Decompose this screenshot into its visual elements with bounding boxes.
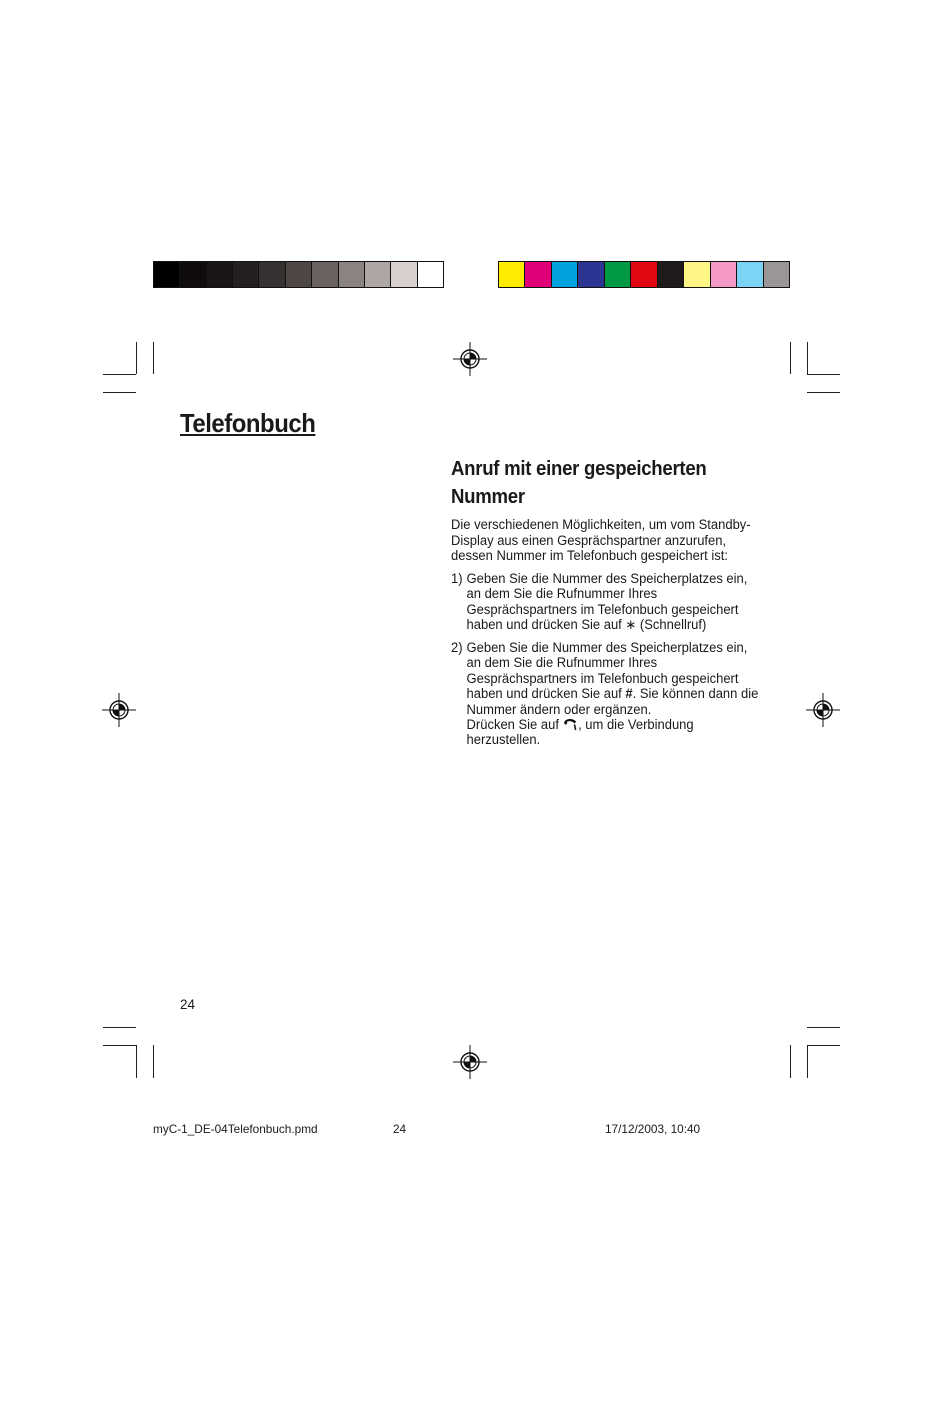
color-swatch bbox=[180, 262, 206, 287]
color-swatch bbox=[499, 262, 525, 287]
grayscale-color-bar bbox=[153, 261, 444, 288]
color-swatch bbox=[391, 262, 417, 287]
crop-mark bbox=[807, 1027, 840, 1028]
color-swatch bbox=[339, 262, 365, 287]
page-title: Telefonbuch bbox=[180, 408, 316, 438]
crop-mark bbox=[103, 1027, 136, 1028]
list-item-number: 1) bbox=[451, 571, 463, 586]
crop-mark bbox=[790, 342, 791, 374]
color-swatch bbox=[312, 262, 338, 287]
crop-mark bbox=[153, 342, 154, 374]
crop-mark bbox=[153, 1045, 154, 1078]
registration-mark-icon bbox=[102, 693, 136, 727]
footer-page: 24 bbox=[393, 1122, 407, 1136]
color-swatch bbox=[552, 262, 578, 287]
color-swatch bbox=[207, 262, 233, 287]
registration-mark-icon bbox=[806, 693, 840, 727]
list-item-text-part: (Schnellruf) bbox=[636, 617, 707, 633]
color-swatch bbox=[233, 262, 259, 287]
crop-mark bbox=[136, 342, 137, 374]
list-item-text bbox=[467, 571, 762, 633]
crop-mark bbox=[790, 1045, 791, 1078]
section-heading: Anruf mit einer gespeicherten Nummer bbox=[451, 458, 707, 508]
crop-mark bbox=[103, 392, 136, 393]
crop-mark bbox=[807, 1045, 808, 1078]
color-swatch bbox=[418, 262, 443, 287]
crop-mark bbox=[136, 1045, 137, 1078]
handset-icon bbox=[563, 717, 579, 731]
crop-mark bbox=[807, 342, 808, 374]
crop-mark bbox=[807, 374, 840, 375]
color-swatch bbox=[578, 262, 604, 287]
color-swatch bbox=[286, 262, 312, 287]
list-item-text-part: , um die Verbindung herzustellen. bbox=[466, 717, 694, 748]
color-swatch bbox=[658, 262, 684, 287]
color-swatch bbox=[684, 262, 710, 287]
color-swatch bbox=[737, 262, 763, 287]
process-color-bar bbox=[498, 261, 790, 288]
star-key-symbol: ∗ bbox=[625, 617, 637, 633]
registration-mark-icon bbox=[453, 1045, 487, 1079]
intro-paragraph: Die verschiedenen Möglichkeiten, um vom Standby-Display aus einen Gesprächspartner anzurufen, dessen Nummer im Telefonbuch gespeichert ist: bbox=[451, 517, 751, 564]
color-swatch bbox=[154, 262, 180, 287]
color-swatch bbox=[525, 262, 551, 287]
hash-key-symbol: # bbox=[625, 686, 633, 702]
crop-mark bbox=[103, 1045, 136, 1046]
crop-mark bbox=[807, 1045, 840, 1046]
color-swatch bbox=[259, 262, 285, 287]
list-item-text-part: Geben Sie die Nummer des Speicherplatzes ein, an dem Sie die Rufnummer Ihres Gesprächspartners im Telefonbuch gespeichert haben und drücken Sie auf bbox=[466, 571, 748, 633]
list-item-number: 2) bbox=[451, 640, 463, 655]
color-swatch bbox=[711, 262, 737, 287]
page-number: 24 bbox=[180, 997, 195, 1012]
crop-mark bbox=[807, 392, 840, 393]
list-item bbox=[451, 640, 761, 748]
color-swatch bbox=[365, 262, 391, 287]
footer-datetime: 17/12/2003, 10:40 bbox=[605, 1122, 701, 1136]
crop-mark bbox=[103, 374, 136, 375]
list-item-text bbox=[467, 640, 762, 748]
color-swatch bbox=[605, 262, 631, 287]
color-swatch bbox=[764, 262, 789, 287]
color-swatch bbox=[631, 262, 657, 287]
list-item-text-part: . Sie können dann die Nummer ändern oder ergänzen. bbox=[466, 686, 759, 717]
registration-mark-icon bbox=[453, 342, 487, 376]
list-item-text-part: Geben Sie die Nummer des Speicherplatzes ein, an dem Sie die Rufnummer Ihres Gesprächspartners im Telefonbuch gespeichert haben und drücken Sie auf bbox=[466, 640, 748, 702]
list-item-text-part: Drücken Sie auf bbox=[466, 717, 559, 733]
footer-filename: myC-1_DE-04Telefonbuch.pmd bbox=[153, 1122, 318, 1136]
list-item bbox=[451, 571, 761, 633]
